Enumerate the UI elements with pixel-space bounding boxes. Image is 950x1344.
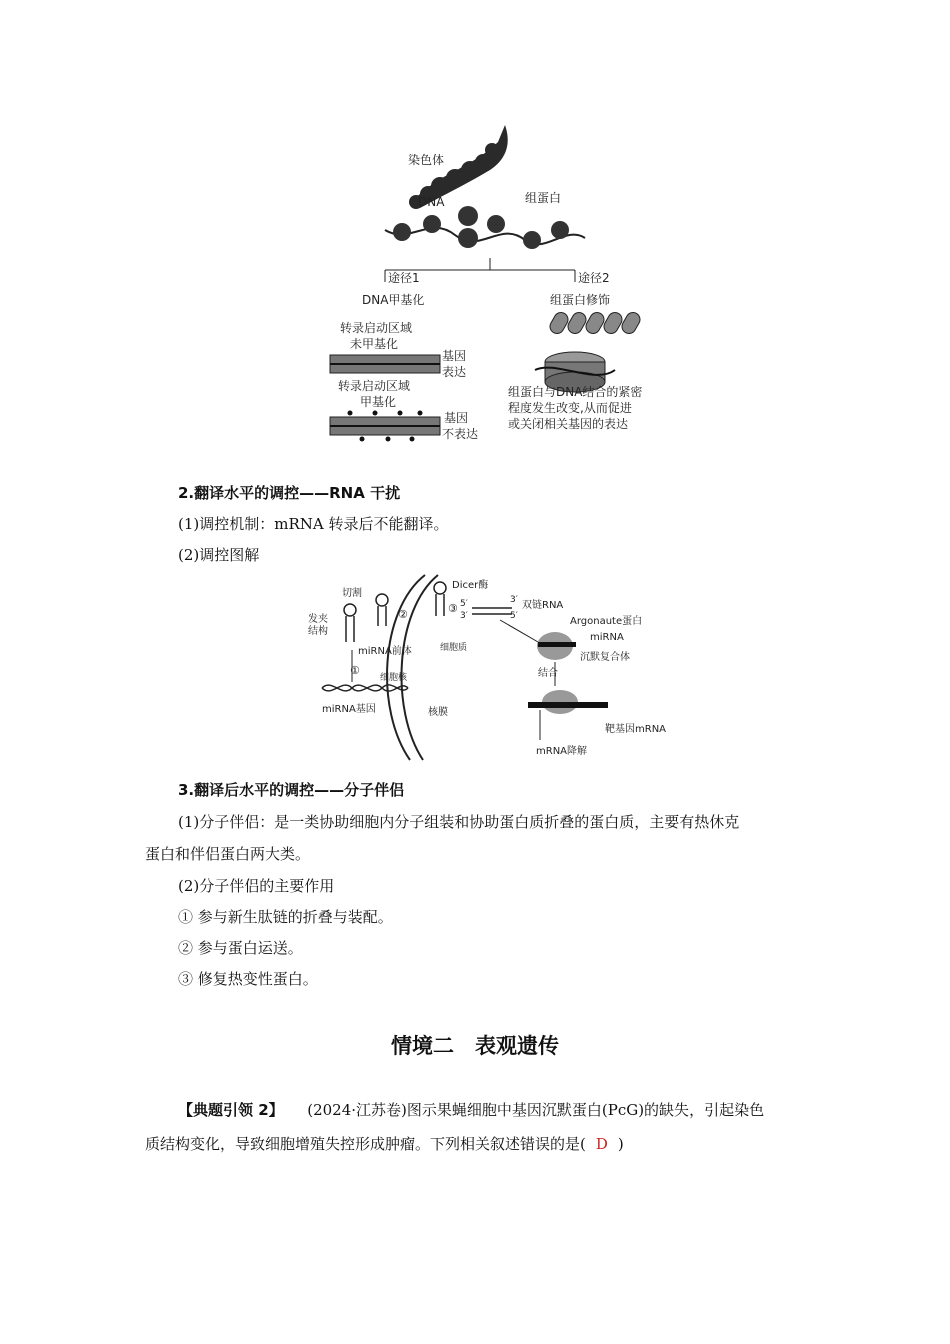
methylated-label-2: 甲基化 xyxy=(360,395,397,409)
section3-p2: (2)分子伴侣的主要作用 xyxy=(178,877,335,895)
ds-five-prime: 5′ xyxy=(510,611,518,621)
unmethylated-dna-strip xyxy=(330,355,440,373)
bind-label: 结合 xyxy=(538,668,558,679)
target-mrna-label: 靶基因mRNA xyxy=(605,724,667,735)
section3-bullet3: ③ 修复热变性蛋白。 xyxy=(178,970,318,988)
methylated-dna-strip xyxy=(330,411,440,442)
mirna-label: miRNA xyxy=(590,632,624,643)
question-line1 xyxy=(178,1100,764,1120)
epigenetic-pathways-figure xyxy=(320,120,680,450)
question-label: 【典题引领 2】 xyxy=(178,1101,284,1119)
mrna-degrade-label: mRNA降解 xyxy=(536,746,588,757)
section-title: 情境二 表观遗传 xyxy=(391,1034,559,1058)
section3-bullet2: ② 参与蛋白运送。 xyxy=(178,939,303,957)
nucleosome-string xyxy=(385,206,585,249)
section3-p1-line1: (1)分子伴侣：是一类协助细胞内分子组装和协助蛋白质折叠的蛋白质，主要有热休克 xyxy=(178,813,740,831)
histone-tails-illustration xyxy=(547,310,642,336)
nucleus-label: 细胞核 xyxy=(380,673,408,683)
exported-hairpin xyxy=(434,582,446,616)
histone-note-1: 组蛋白与DNA结合的紧密 xyxy=(508,385,643,399)
methylated-label-1: 转录启动区域 xyxy=(338,379,411,393)
membrane-label: 核膜 xyxy=(428,707,448,718)
silencing-complex xyxy=(537,632,576,660)
path2-label: 途径2 xyxy=(578,271,610,285)
path2-title: 组蛋白修饰 xyxy=(550,293,611,307)
three-prime-label: 3′ xyxy=(460,611,468,621)
question-text-line1: (2024·江苏卷)图示果蝇细胞中基因沉默蛋白(PcG)的缺失，引起染色 xyxy=(307,1101,765,1119)
chromosome-label: 染色体 xyxy=(408,153,445,167)
section3-p1-line2: 蛋白和伴侣蛋白两大类。 xyxy=(145,845,311,863)
argonaute-label: Argonaute蛋白 xyxy=(570,616,643,627)
dna-label: DNA xyxy=(418,195,445,209)
not-expressed-label-2: 不表达 xyxy=(442,427,479,441)
section2-item2: (2)调控图解 xyxy=(178,546,260,564)
ds-rna-label: 双链RNA xyxy=(522,600,564,611)
double-stranded-rna xyxy=(472,608,512,614)
mirna-gene-label: miRNA基因 xyxy=(322,704,376,715)
section2-heading: 2.翻译水平的调控——RNA 干扰 xyxy=(178,484,401,502)
silencing-complex-label: 沉默复合体 xyxy=(580,652,630,663)
answer-value: D xyxy=(595,1135,608,1153)
nuclear-membrane xyxy=(387,575,425,760)
unmethylated-label-2: 未甲基化 xyxy=(350,337,399,351)
dicer-label: Dicer酶 xyxy=(452,580,489,591)
section3-heading: 3.翻译后水平的调控——分子伴侣 xyxy=(178,781,405,799)
histone-note-3: 或关闭相关基因的表达 xyxy=(508,417,629,431)
section3-bullet1: ① 参与新生肽链的折叠与装配。 xyxy=(178,908,393,926)
expressed-label-1: 基因 xyxy=(442,349,467,363)
hairpin-structure xyxy=(344,594,388,642)
histone-note-2: 程度发生改变,从而促进 xyxy=(508,401,632,415)
step1-label: ① xyxy=(350,664,360,677)
question-text-line2: 质结构变化，导致细胞增殖失控形成肿瘤。下列相关叙述错误的是( xyxy=(145,1135,586,1153)
pre-mirna-label: miRNA前体 xyxy=(358,646,412,657)
step2-label: ② xyxy=(398,608,408,621)
histone-label: 组蛋白 xyxy=(525,191,562,205)
rna-interference-figure xyxy=(300,570,680,765)
mirna-gene-helix xyxy=(322,685,408,691)
section2-item1: (1)调控机制：mRNA 转录后不能翻译。 xyxy=(178,515,449,533)
ds-three-prime: 3′ xyxy=(510,595,518,605)
cut-label: 切割 xyxy=(342,588,362,599)
path1-title: DNA甲基化 xyxy=(362,293,425,307)
five-prime-label: 5′ xyxy=(460,599,468,609)
cytoplasm-label: 细胞质 xyxy=(440,643,468,653)
not-expressed-label-1: 基因 xyxy=(444,411,469,425)
path1-label: 途径1 xyxy=(388,271,420,285)
step3-label: ③ xyxy=(448,602,458,615)
question-close-paren: ) xyxy=(617,1135,624,1153)
hairpin-label-2: 结构 xyxy=(308,626,328,637)
hairpin-label-1: 发夹 xyxy=(308,614,328,625)
question-line2 xyxy=(145,1134,624,1154)
unmethylated-label-1: 转录启动区域 xyxy=(340,321,413,335)
expressed-label-2: 表达 xyxy=(442,365,467,379)
